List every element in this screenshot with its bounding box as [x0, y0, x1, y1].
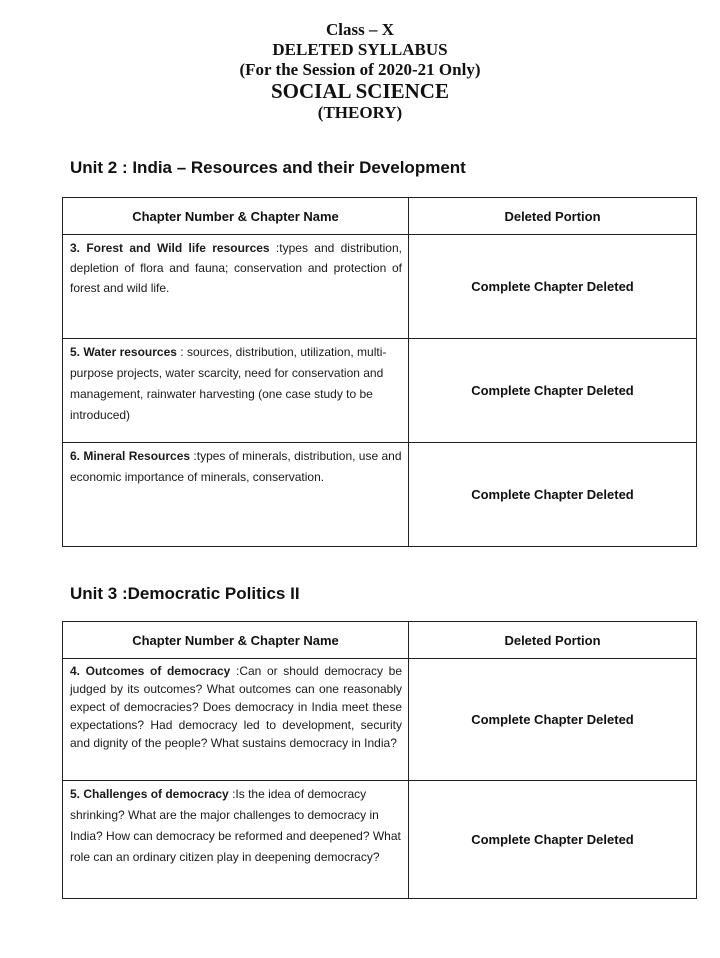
document-title-block [0, 20, 720, 124]
deleted-column-header: Deleted Portion [409, 198, 697, 235]
chapter-topics: :types and distribution, depletion of flora and fauna; conservation and protection of forest and wild life. [70, 241, 402, 295]
chapter-title: 6. Mineral Resources [70, 449, 191, 463]
chapter-column-header: Chapter Number & Chapter Name [63, 622, 409, 659]
table-header-row [63, 198, 697, 235]
deleted-portion-cell: Complete Chapter Deleted [409, 339, 697, 443]
deleted-portion-cell: Complete Chapter Deleted [409, 235, 697, 339]
unit-3-heading: Unit 3 :Democratic Politics II [70, 584, 300, 603]
table-row [63, 235, 697, 339]
deleted-portion-cell: Complete Chapter Deleted [409, 443, 697, 547]
chapter-column-header: Chapter Number & Chapter Name [63, 198, 409, 235]
chapter-cell [63, 443, 409, 547]
unit-2-heading: Unit 2 : India – Resources and their Development [70, 158, 466, 177]
unit-2-table [62, 197, 697, 547]
deleted-column-header: Deleted Portion [409, 622, 697, 659]
table-header-row [63, 622, 697, 659]
subject-line: SOCIAL SCIENCE [271, 79, 449, 103]
theory-line: (THEORY) [317, 103, 403, 122]
chapter-title: 5. Water resources [70, 345, 177, 359]
chapter-title: 5. Challenges of democracy [70, 787, 229, 801]
deleted-syllabus-line: DELETED SYLLABUS [272, 40, 448, 59]
deleted-portion-cell: Complete Chapter Deleted [409, 781, 697, 899]
chapter-topics: :types of minerals, distribution, use and economic importance of minerals, conservation. [70, 449, 402, 484]
chapter-topics: :Is the idea of democracy shrinking? What are the major challenges to democracy in India? How can democracy be reformed and deepened? What role can an ordinary citizen play in deepening democracy? [70, 787, 401, 864]
session-line: (For the Session of 2020-21 Only) [239, 60, 481, 79]
unit-3-table [62, 621, 697, 899]
chapter-cell [63, 339, 409, 443]
deleted-portion-cell: Complete Chapter Deleted [409, 659, 697, 781]
chapter-cell [63, 659, 409, 781]
chapter-topics: : sources, distribution, utilization, multi-purpose projects, water scarcity, need for conservation and management, rainwater harvesting (one case study to be introduced) [70, 345, 387, 422]
table-row [63, 781, 697, 899]
chapter-cell [63, 781, 409, 899]
chapter-cell [63, 235, 409, 339]
chapter-topics: :Can or should democracy be judged by its outcomes? What outcomes can one reasonably expect of democracies? Does democracy in India meet these expectations? Had democracy led to development, security and dignity of the people? What sustains democracy in India? [70, 664, 402, 750]
chapter-title: 3. Forest and Wild life resources [70, 241, 270, 255]
table-row [63, 443, 697, 547]
table-row [63, 659, 697, 781]
chapter-title: 4. Outcomes of democracy [70, 664, 231, 678]
class-line: Class – X [325, 20, 394, 39]
table-row [63, 339, 697, 443]
